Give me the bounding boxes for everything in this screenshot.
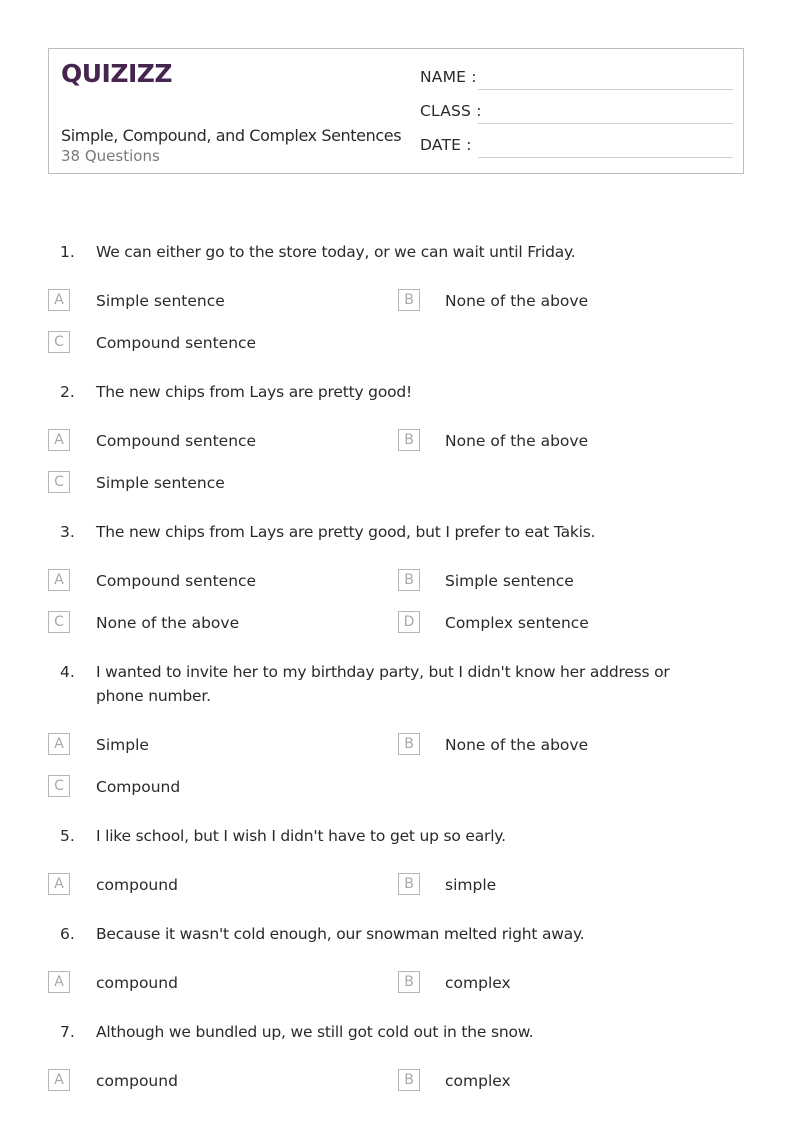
option-text: Compound sentence [96,572,257,590]
class-line [478,123,733,124]
worksheet-header [48,48,744,174]
option-text: None of the above [445,432,589,450]
date-line [478,157,733,158]
option-letter-box: A [48,289,70,311]
option-text: compound [96,1072,178,1090]
option-text: None of the above [445,292,589,310]
date-label: DATE : [420,136,472,154]
option-letter-box: A [48,873,70,895]
question-text: We can either go to the store today, or we can wait until Friday. [96,243,576,261]
question-text: Although we bundled up, we still got cold out in the snow. [96,1023,534,1041]
class-label: CLASS : [420,102,482,120]
question-text: Because it wasn't cold enough, our snowman melted right away. [96,925,585,943]
option-text: Simple sentence [96,292,225,310]
name-line [478,89,733,90]
option-letter-box: C [48,471,70,493]
option-letter-box: B [398,1069,420,1091]
option-text: Simple [96,736,149,754]
option-text: None of the above [96,614,240,632]
option-text: None of the above [445,736,589,754]
option-letter-box: B [398,429,420,451]
option-letter-box: B [398,569,420,591]
option-letter-box: A [48,971,70,993]
question-text: I like school, but I wish I didn't have to get up so early. [96,827,506,845]
question-number: 4. [60,663,75,681]
quizizz-logo: QUIZIZZ [61,59,173,88]
option-text: Complex sentence [445,614,589,632]
option-text: Compound sentence [96,432,257,450]
question-count: 38 Questions [61,147,160,165]
option-text: Compound [96,778,181,796]
option-text: compound [96,876,178,894]
option-letter-box: A [48,1069,70,1091]
option-letter-box: C [48,611,70,633]
option-letter-box: A [48,429,70,451]
option-text: complex [445,974,511,992]
option-text: complex [445,1072,511,1090]
option-letter-box: C [48,775,70,797]
question-number: 2. [60,383,75,401]
option-text: Simple sentence [445,572,574,590]
option-text: Compound sentence [96,334,257,352]
question-text: The new chips from Lays are pretty good, but I prefer to eat Takis. [96,523,596,541]
question-number: 5. [60,827,75,845]
question-number: 3. [60,523,75,541]
question-text: The new chips from Lays are pretty good! [96,383,413,401]
option-text: compound [96,974,178,992]
worksheet-title: Simple, Compound, and Complex Sentences [61,126,402,145]
option-letter-box: C [48,331,70,353]
option-letter-box: D [398,611,420,633]
option-letter-box: B [398,289,420,311]
option-text: simple [445,876,497,894]
option-letter-box: B [398,733,420,755]
option-text: Simple sentence [96,474,225,492]
option-letter-box: A [48,569,70,591]
question-text: I wanted to invite her to my birthday party, but I didn't know her address or phone number. [96,663,670,705]
question-number: 6. [60,925,75,943]
question-number: 7. [60,1023,75,1041]
question-number: 1. [60,243,75,261]
option-letter-box: A [48,733,70,755]
name-label: NAME : [420,68,477,86]
option-letter-box: B [398,873,420,895]
option-letter-box: B [398,971,420,993]
